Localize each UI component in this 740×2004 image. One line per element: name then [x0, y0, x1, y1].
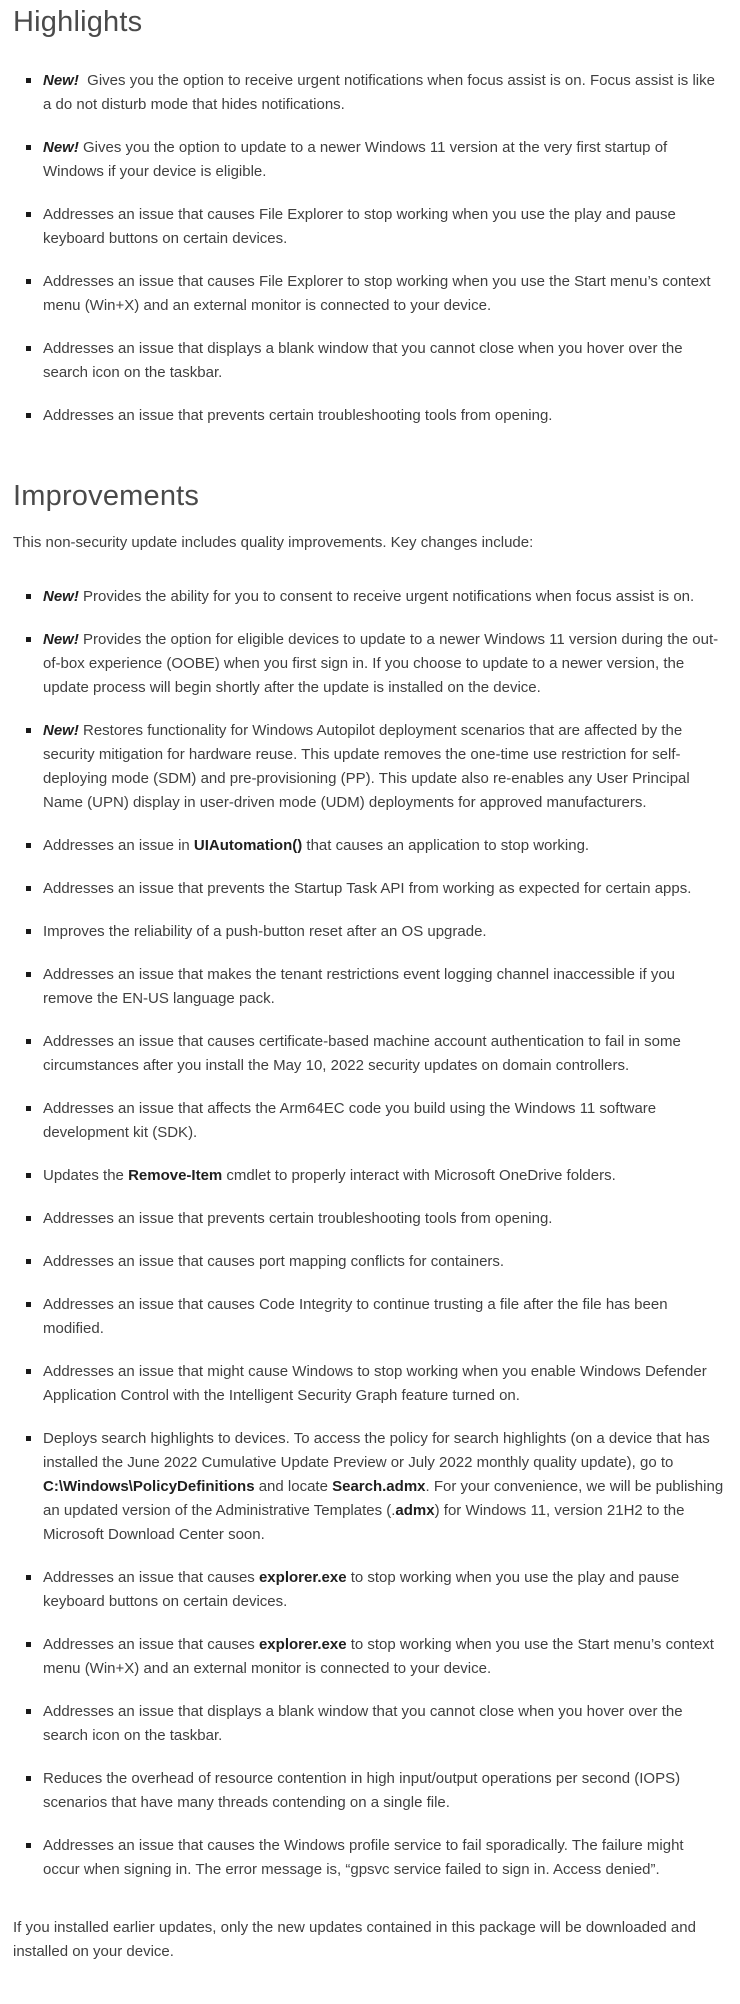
- emphasis-segment: C:\Windows\PolicyDefinitions: [43, 1478, 255, 1495]
- text-segment: Addresses an issue that causes port mapping conflicts for containers.: [43, 1253, 505, 1270]
- text-segment: Gives you the option to receive urgent notifications when focus assist is on. Focus assist is like a do not disturb mode that hides notifications.: [43, 72, 715, 113]
- text-segment: Addresses an issue in: [43, 837, 194, 854]
- text-segment: Updates the: [43, 1167, 129, 1184]
- text-segment: cmdlet to properly interact with Microsoft OneDrive folders.: [222, 1167, 616, 1184]
- list-item: [43, 1164, 724, 1188]
- list-item: [43, 1427, 724, 1547]
- list-item: [43, 270, 724, 318]
- list-item: [43, 963, 724, 1011]
- text-segment: ) for Windows 11, version 21H2 to the Microsoft Download Center soon.: [43, 1502, 685, 1543]
- text-segment: Provides the option for eligible devices to update to a newer Windows 11 version during the out-of-box experience (OOBE) when you first sign in. If you choose to update to a newer version, the update process will begin shortly after the update is installed on the device.: [43, 631, 719, 696]
- list-item: [43, 1207, 724, 1231]
- footer-paragraph: If you installed earlier updates, only the new updates contained in this package will be downloaded and installed on your device.: [13, 1919, 696, 1960]
- emphasis-segment: Search.admx: [332, 1478, 426, 1495]
- highlights-list: [13, 69, 724, 428]
- text-segment: Gives you the option to update to a newer Windows 11 version at the very first startup of Windows if your device is eligible.: [43, 139, 668, 180]
- emphasis-segment: New!: [43, 631, 79, 648]
- emphasis-segment: New!: [43, 722, 79, 739]
- emphasis-segment: explorer.exe: [258, 1636, 347, 1653]
- emphasis-segment: Remove-Item: [128, 1167, 223, 1184]
- list-item: [43, 203, 724, 251]
- text-segment: Addresses an issue that causes File Explorer to stop working when you use the Start menu’s context menu (Win+X) and an external monitor is connected to your device.: [43, 273, 711, 314]
- list-item: [43, 1250, 724, 1274]
- text-segment: and locate: [254, 1478, 333, 1495]
- emphasis-segment: New!: [43, 139, 79, 156]
- improvements-heading: Improvements: [13, 480, 200, 512]
- list-item: [43, 337, 724, 385]
- text-segment: Addresses an issue that causes the Windows profile service to fail sporadically. The failure might occur when signing in. The error message is, “gpsvc service failed to sign in. Access denied”.: [43, 1837, 684, 1878]
- text-segment: Addresses an issue that causes File Explorer to stop working when you use the play and pause keyboard buttons on certain devices.: [43, 206, 676, 247]
- text-segment: Addresses an issue that causes: [43, 1569, 259, 1586]
- text-segment: Addresses an issue that displays a blank window that you cannot close when you hover over the search icon on the taskbar.: [43, 340, 683, 381]
- list-item: [43, 834, 724, 858]
- text-segment: Addresses an issue that might cause Windows to stop working when you enable Windows Defender Application Control with the Intelligent Security Graph feature turned on.: [43, 1363, 707, 1404]
- section-highlights: [13, 6, 724, 428]
- highlights-heading: Highlights: [13, 6, 143, 38]
- list-item: [43, 719, 724, 815]
- list-item: [43, 1700, 724, 1748]
- list-item: [43, 1767, 724, 1815]
- text-segment: Addresses an issue that affects the Arm64EC code you build using the Windows 11 software development kit (SDK).: [43, 1100, 657, 1141]
- text-segment: Addresses an issue that prevents certain troubleshooting tools from opening.: [43, 1210, 553, 1227]
- improvements-list: [13, 585, 724, 1882]
- list-item: [43, 1834, 724, 1882]
- list-item: [43, 877, 724, 901]
- list-item: [43, 1633, 724, 1681]
- text-segment: to stop working when you use the Start menu’s context menu (Win+X) and an external monitor is connected to your device.: [43, 1636, 714, 1677]
- text-segment: Improves the reliability of a push-button reset after an OS upgrade.: [43, 923, 487, 940]
- emphasis-segment: admx: [395, 1502, 435, 1519]
- list-item: [43, 136, 724, 184]
- list-item: [43, 1293, 724, 1341]
- text-segment: Deploys search highlights to devices. To access the policy for search highlights (on a device that has installed the June 2022 Cumulative Update Preview or July 2022 monthly quality update), go to: [43, 1430, 710, 1471]
- text-segment: Addresses an issue that makes the tenant restrictions event logging channel inaccessible if you remove the EN-US language pack.: [43, 966, 676, 1007]
- text-segment: Addresses an issue that causes certificate-based machine account authentication to fail in some circumstances after you install the May 10, 2022 security updates on domain controllers.: [43, 1033, 681, 1074]
- emphasis-segment: explorer.exe: [258, 1569, 347, 1586]
- list-item: [43, 404, 724, 428]
- emphasis-segment: New!: [43, 588, 79, 605]
- text-segment: to stop working when you use the play and pause keyboard buttons on certain devices.: [43, 1569, 680, 1610]
- list-item: [43, 1360, 724, 1408]
- text-segment: Restores functionality for Windows Autopilot deployment scenarios that are affected by the security mitigation for hardware reuse. This update removes the one-time use restriction for self-deploying mode (SDM) and pre-provisioning (PP). This update also re-enables any User Principal Name (UPN) display in user-driven mode (UDM) deployments for approved manufacturers.: [43, 722, 690, 811]
- text-segment: Addresses an issue that prevents certain troubleshooting tools from opening.: [43, 407, 553, 424]
- list-item: [43, 1097, 724, 1145]
- text-segment: Addresses an issue that prevents the Startup Task API from working as expected for certain apps.: [43, 880, 692, 897]
- emphasis-segment: UIAutomation(): [193, 837, 303, 854]
- text-segment: Provides the ability for you to consent to receive urgent notifications when focus assist is on.: [78, 588, 695, 605]
- text-segment: Addresses an issue that displays a blank window that you cannot close when you hover over the search icon on the taskbar.: [43, 1703, 683, 1744]
- list-item: [43, 1030, 724, 1078]
- text-segment: . For your convenience, we will be publishing an updated version of the Administrative Templates (.: [43, 1478, 724, 1519]
- section-improvements: [13, 480, 724, 1882]
- text-segment: Addresses an issue that causes Code Integrity to continue trusting a file after the file has been modified.: [43, 1296, 668, 1337]
- text-segment: Addresses an issue that causes: [43, 1636, 259, 1653]
- list-item: [43, 1566, 724, 1614]
- improvements-intro: This non-security update includes quality improvements. Key changes include:: [13, 534, 534, 551]
- list-item: [43, 69, 724, 117]
- list-item: [43, 920, 724, 944]
- text-segment: Reduces the overhead of resource contention in high input/output operations per second (IOPS) scenarios that have many threads contending on a single file.: [43, 1770, 681, 1811]
- list-item: [43, 585, 724, 609]
- emphasis-segment: New!: [43, 72, 79, 89]
- list-item: [43, 628, 724, 700]
- text-segment: that causes an application to stop working.: [302, 837, 590, 854]
